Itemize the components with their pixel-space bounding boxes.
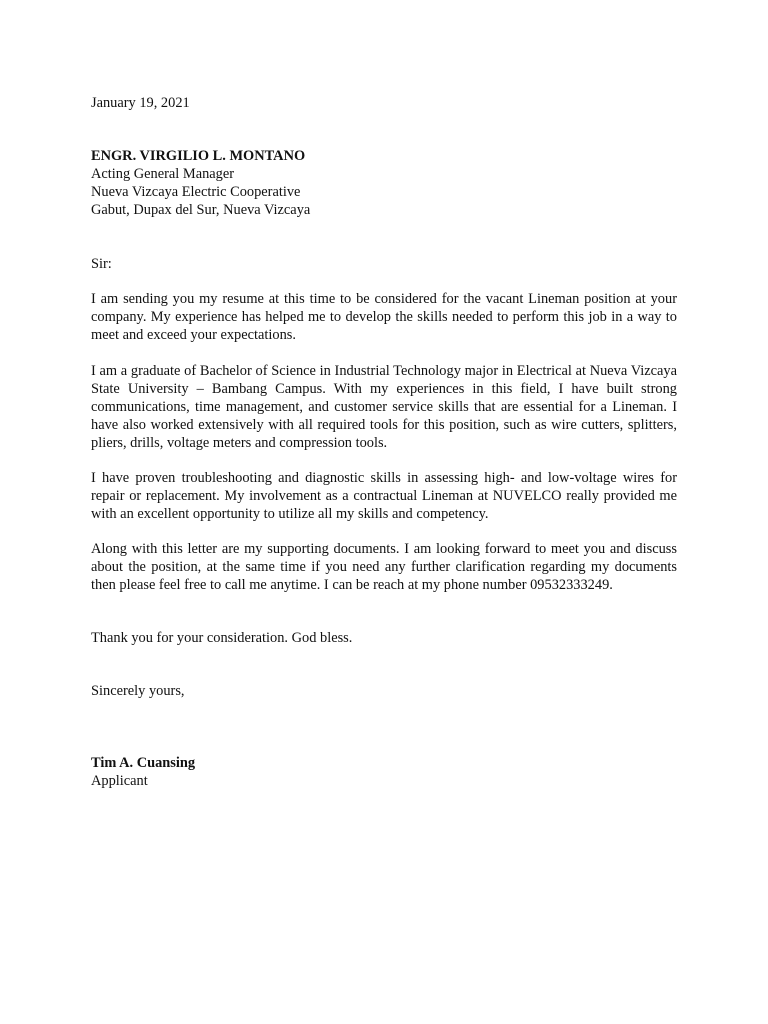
recipient-organization: Nueva Vizcaya Electric Cooperative — [91, 184, 301, 200]
paragraph-1: I am sending you my resume at this time to be considered for the vacant Lineman position at your company. My experience has helped me to develop the skills needed to perform this job in a way to meet and exceed your expectations. — [91, 291, 677, 343]
salutation-text: Sir: — [91, 256, 112, 272]
paragraph-5: Thank you for your consideration. God bless. — [91, 630, 353, 646]
closing-text: Sincerely yours, — [91, 683, 185, 699]
salutation — [91, 255, 677, 273]
paragraph-4: Along with this letter are my supporting documents. I am looking forward to meet you and discuss about the position, at the same time if you need any further clarification regarding my documents then please feel free to call me anytime. I can be reach at my phone number 09532333249. — [91, 541, 677, 593]
paragraph-3: I have proven troubleshooting and diagnostic skills in assessing high- and low-voltage wires for repair or replacement. My involvement as a contractual Lineman at NUVELCO really provided me with an excellent opportunity to utilize all my skills and competency. — [91, 470, 677, 522]
recipient-address: Gabut, Dupax del Sur, Nueva Vizcaya — [91, 202, 311, 218]
recipient-block — [91, 147, 677, 219]
signature-role: Applicant — [91, 773, 148, 789]
closing — [91, 682, 677, 700]
signature-block — [91, 754, 677, 790]
paragraph-2: I am a graduate of Bachelor of Science in Industrial Technology major in Electrical at Nueva Vizcaya State University – Bambang Campus. With my experiences in this field, I have built strong communications, time management, and customer service skills that are essential for a Lineman. I have also worked extensively with all required tools for this position, such as wire cutters, splitters, pliers, drills, voltage meters and compression tools. — [91, 363, 677, 451]
signature-name: Tim A. Cuansing — [91, 755, 196, 771]
letter-date — [91, 94, 677, 112]
date-text: January 19, 2021 — [91, 95, 190, 111]
recipient-name: ENGR. VIRGILIO L. MONTANO — [91, 148, 306, 164]
recipient-title: Acting General Manager — [91, 166, 235, 182]
